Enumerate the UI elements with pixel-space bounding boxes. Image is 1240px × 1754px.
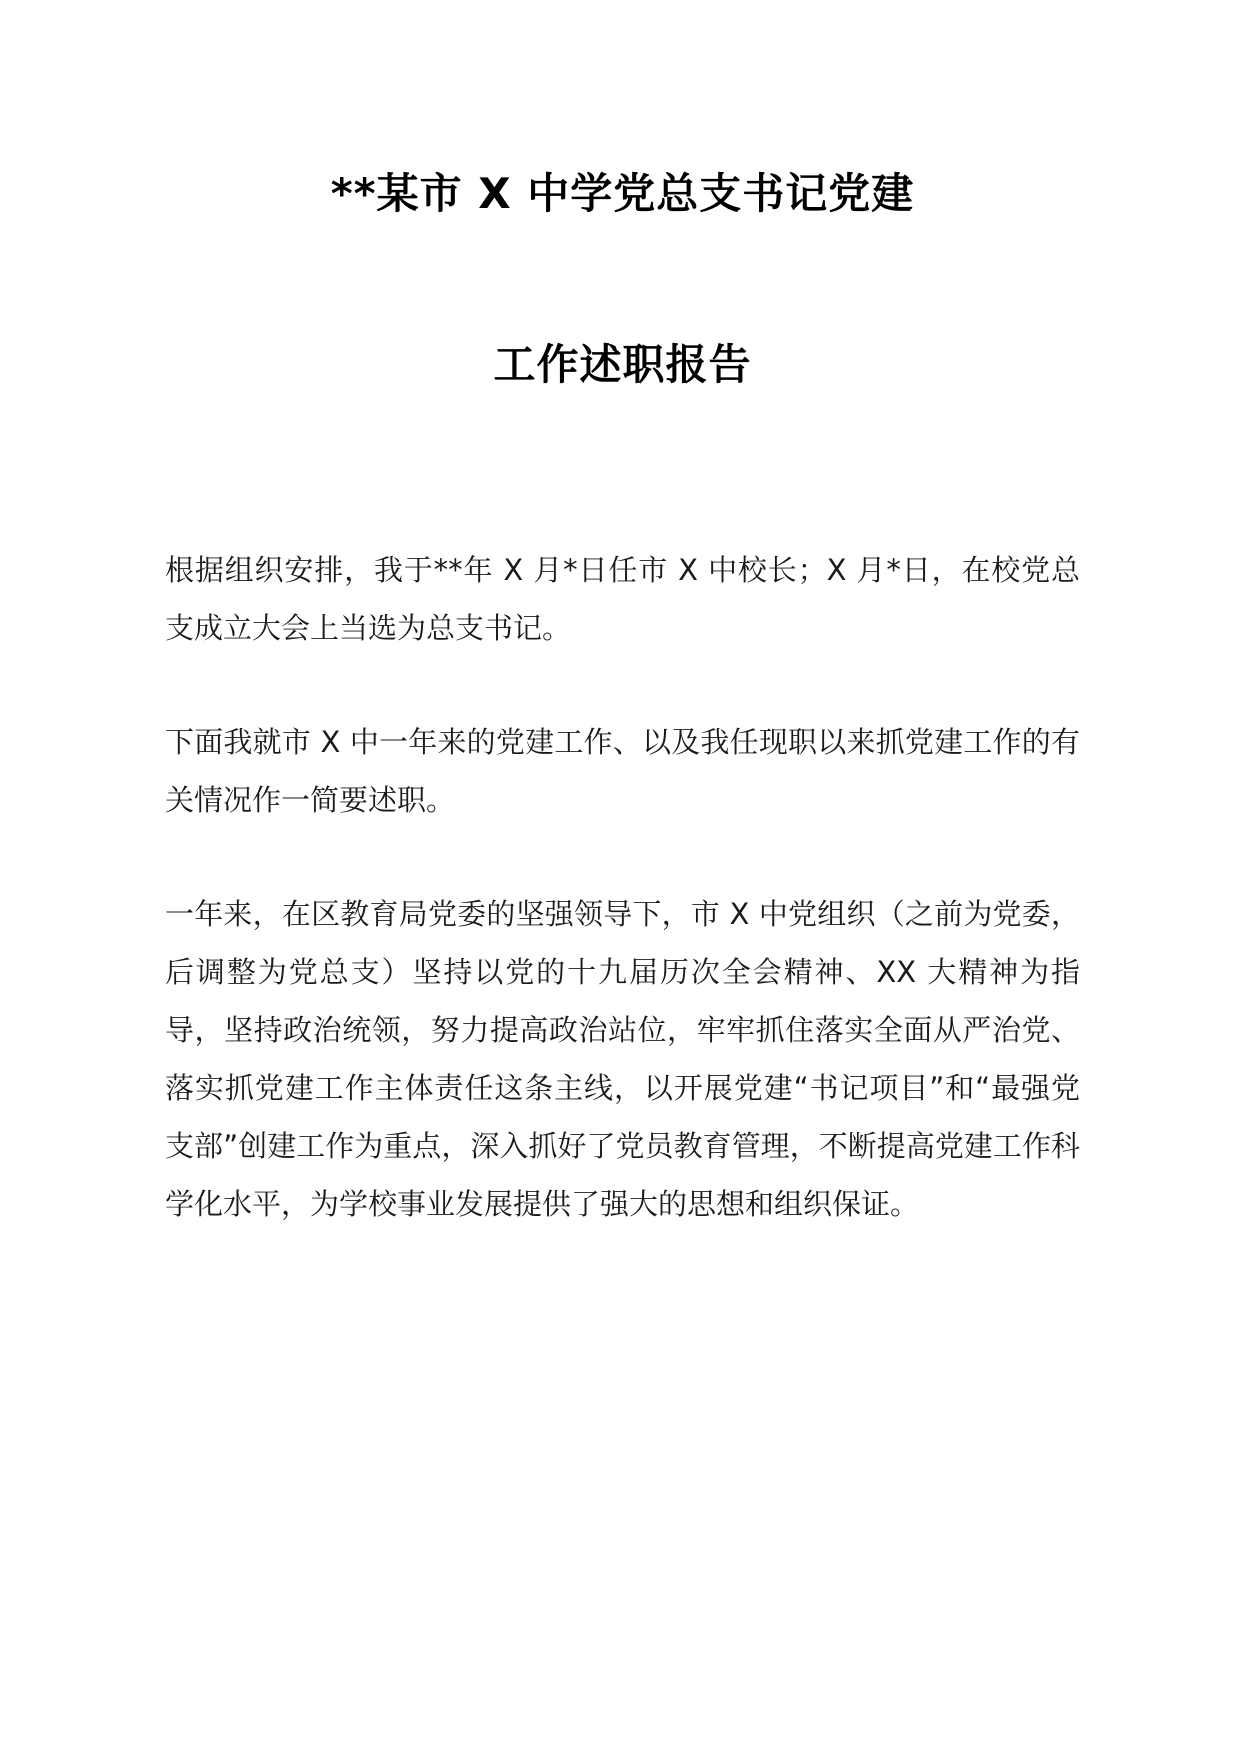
paragraph: 根据组织安排，我于**年 X 月*日任市 X 中校长；X 月*日，在校党总支成立大会上当选为总支书记。 xyxy=(165,553,1080,645)
paragraph: 下面我就市 X 中一年来的党建工作、以及我任现职以来抓党建工作的有关情况作一简要述职。 xyxy=(165,725,1080,817)
paragraph: 一年来，在区教育局党委的坚强领导下，市 X 中党组织（之前为党委，后调整为党总支）坚持以党的十九届历次全会精神、XX 大精神为指导，坚持政治统领，努力提高政治站位，牢牢抓住落实全面从严治党、落实抓党建工作主体责任这条主线，以开展党建“书记项目”和“最强党支部”创建工作为重点，深入抓好了党员教育管理，不断提高党建工作科学化水平，为学校事业发展提供了强大的思想和组织保证。 xyxy=(165,897,1080,1221)
document-title-line2: 工作述职报告 xyxy=(493,339,752,389)
document-title-line1: **某市 X 中学党总支书记党建 xyxy=(330,169,915,218)
document-body xyxy=(165,541,1080,1233)
